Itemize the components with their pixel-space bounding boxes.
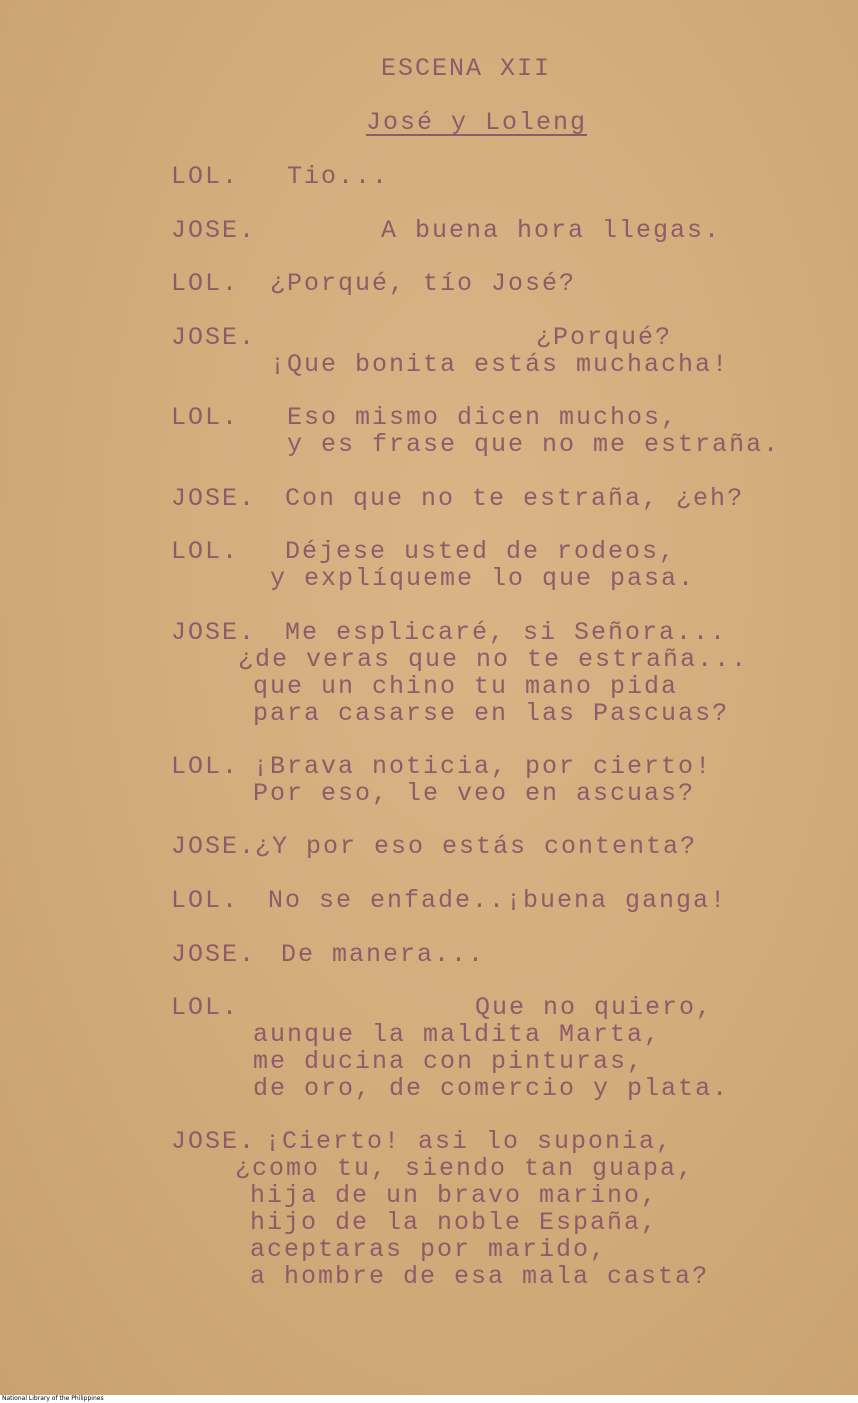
dialogue-line: ¡Brava noticia, por cierto! [253, 752, 713, 781]
dialogue-line: Déjese usted de rodeos, [285, 537, 677, 566]
speaker-label: LOL. [171, 269, 240, 298]
dialogue-line: aceptaras por marido, [250, 1235, 608, 1264]
dialogue-line: a hombre de esa mala casta? [250, 1262, 710, 1291]
dialogue-line: No se enfade..¡buena ganga! [268, 886, 728, 915]
dialogue-line: ¿de veras que no te estraña... [238, 645, 749, 674]
dialogue-line: ¿Porqué, tío José? [270, 269, 577, 298]
dialogue-line: me ducina con pinturas, [253, 1047, 645, 1076]
dialogue-line: ¡Que bonita estás muchacha! [270, 350, 730, 379]
dialogue-line: ¿Y por eso estás contenta? [255, 832, 698, 861]
dialogue-line: Tio... [287, 162, 390, 191]
dialogue-line: Me esplicaré, si Señora... [285, 618, 728, 647]
dialogue-line: aunque la maldita Marta, [253, 1020, 662, 1049]
dialogue-line: ¿como tu, siendo tan guapa, [235, 1154, 695, 1183]
dialogue-line: para casarse en las Pascuas? [253, 699, 730, 728]
dialogue-line: Eso mismo dicen muchos, [287, 403, 679, 432]
speaker-label: LOL. [171, 752, 240, 781]
speaker-label: JOSE. [171, 618, 257, 647]
speaker-label: JOSE. [171, 216, 257, 245]
scene-title: ESCENA XII [381, 54, 552, 83]
footer-credit: National Library of the Philippines [0, 1395, 858, 1403]
speaker-label: JOSE. [171, 484, 257, 513]
dialogue-line: hija de un bravo marino, [250, 1181, 659, 1210]
dialogue-line: y es frase que no me estraña. [287, 430, 781, 459]
dialogue-line: Con que no te estraña, ¿eh? [285, 484, 745, 513]
speaker-label: JOSE. [171, 1127, 257, 1156]
speaker-label: JOSE. [171, 832, 257, 861]
scene-subtitle: José y Loleng [366, 108, 588, 137]
dialogue-line: hijo de la noble España, [250, 1208, 659, 1237]
speaker-label: LOL. [171, 162, 240, 191]
speaker-label: LOL. [171, 537, 240, 566]
speaker-label: JOSE. [171, 323, 257, 352]
speaker-label: LOL. [171, 886, 240, 915]
dialogue-line: De manera... [281, 940, 486, 969]
speaker-label: LOL. [171, 993, 240, 1022]
speaker-label: LOL. [171, 403, 240, 432]
speaker-label: JOSE. [171, 940, 257, 969]
dialogue-line: A buena hora llegas. [381, 216, 722, 245]
dialogue-line: Por eso, le veo en ascuas? [253, 779, 696, 808]
dialogue-line: y explíqueme lo que pasa. [270, 564, 696, 593]
dialogue-line: Que no quiero, [475, 993, 714, 1022]
dialogue-line: ¡Cierto! asi lo suponia, [265, 1127, 674, 1156]
dialogue-line: que un chino tu mano pida [253, 672, 679, 701]
dialogue-line: ¿Porqué? [536, 323, 673, 352]
dialogue-line: de oro, de comercio y plata. [253, 1074, 730, 1103]
